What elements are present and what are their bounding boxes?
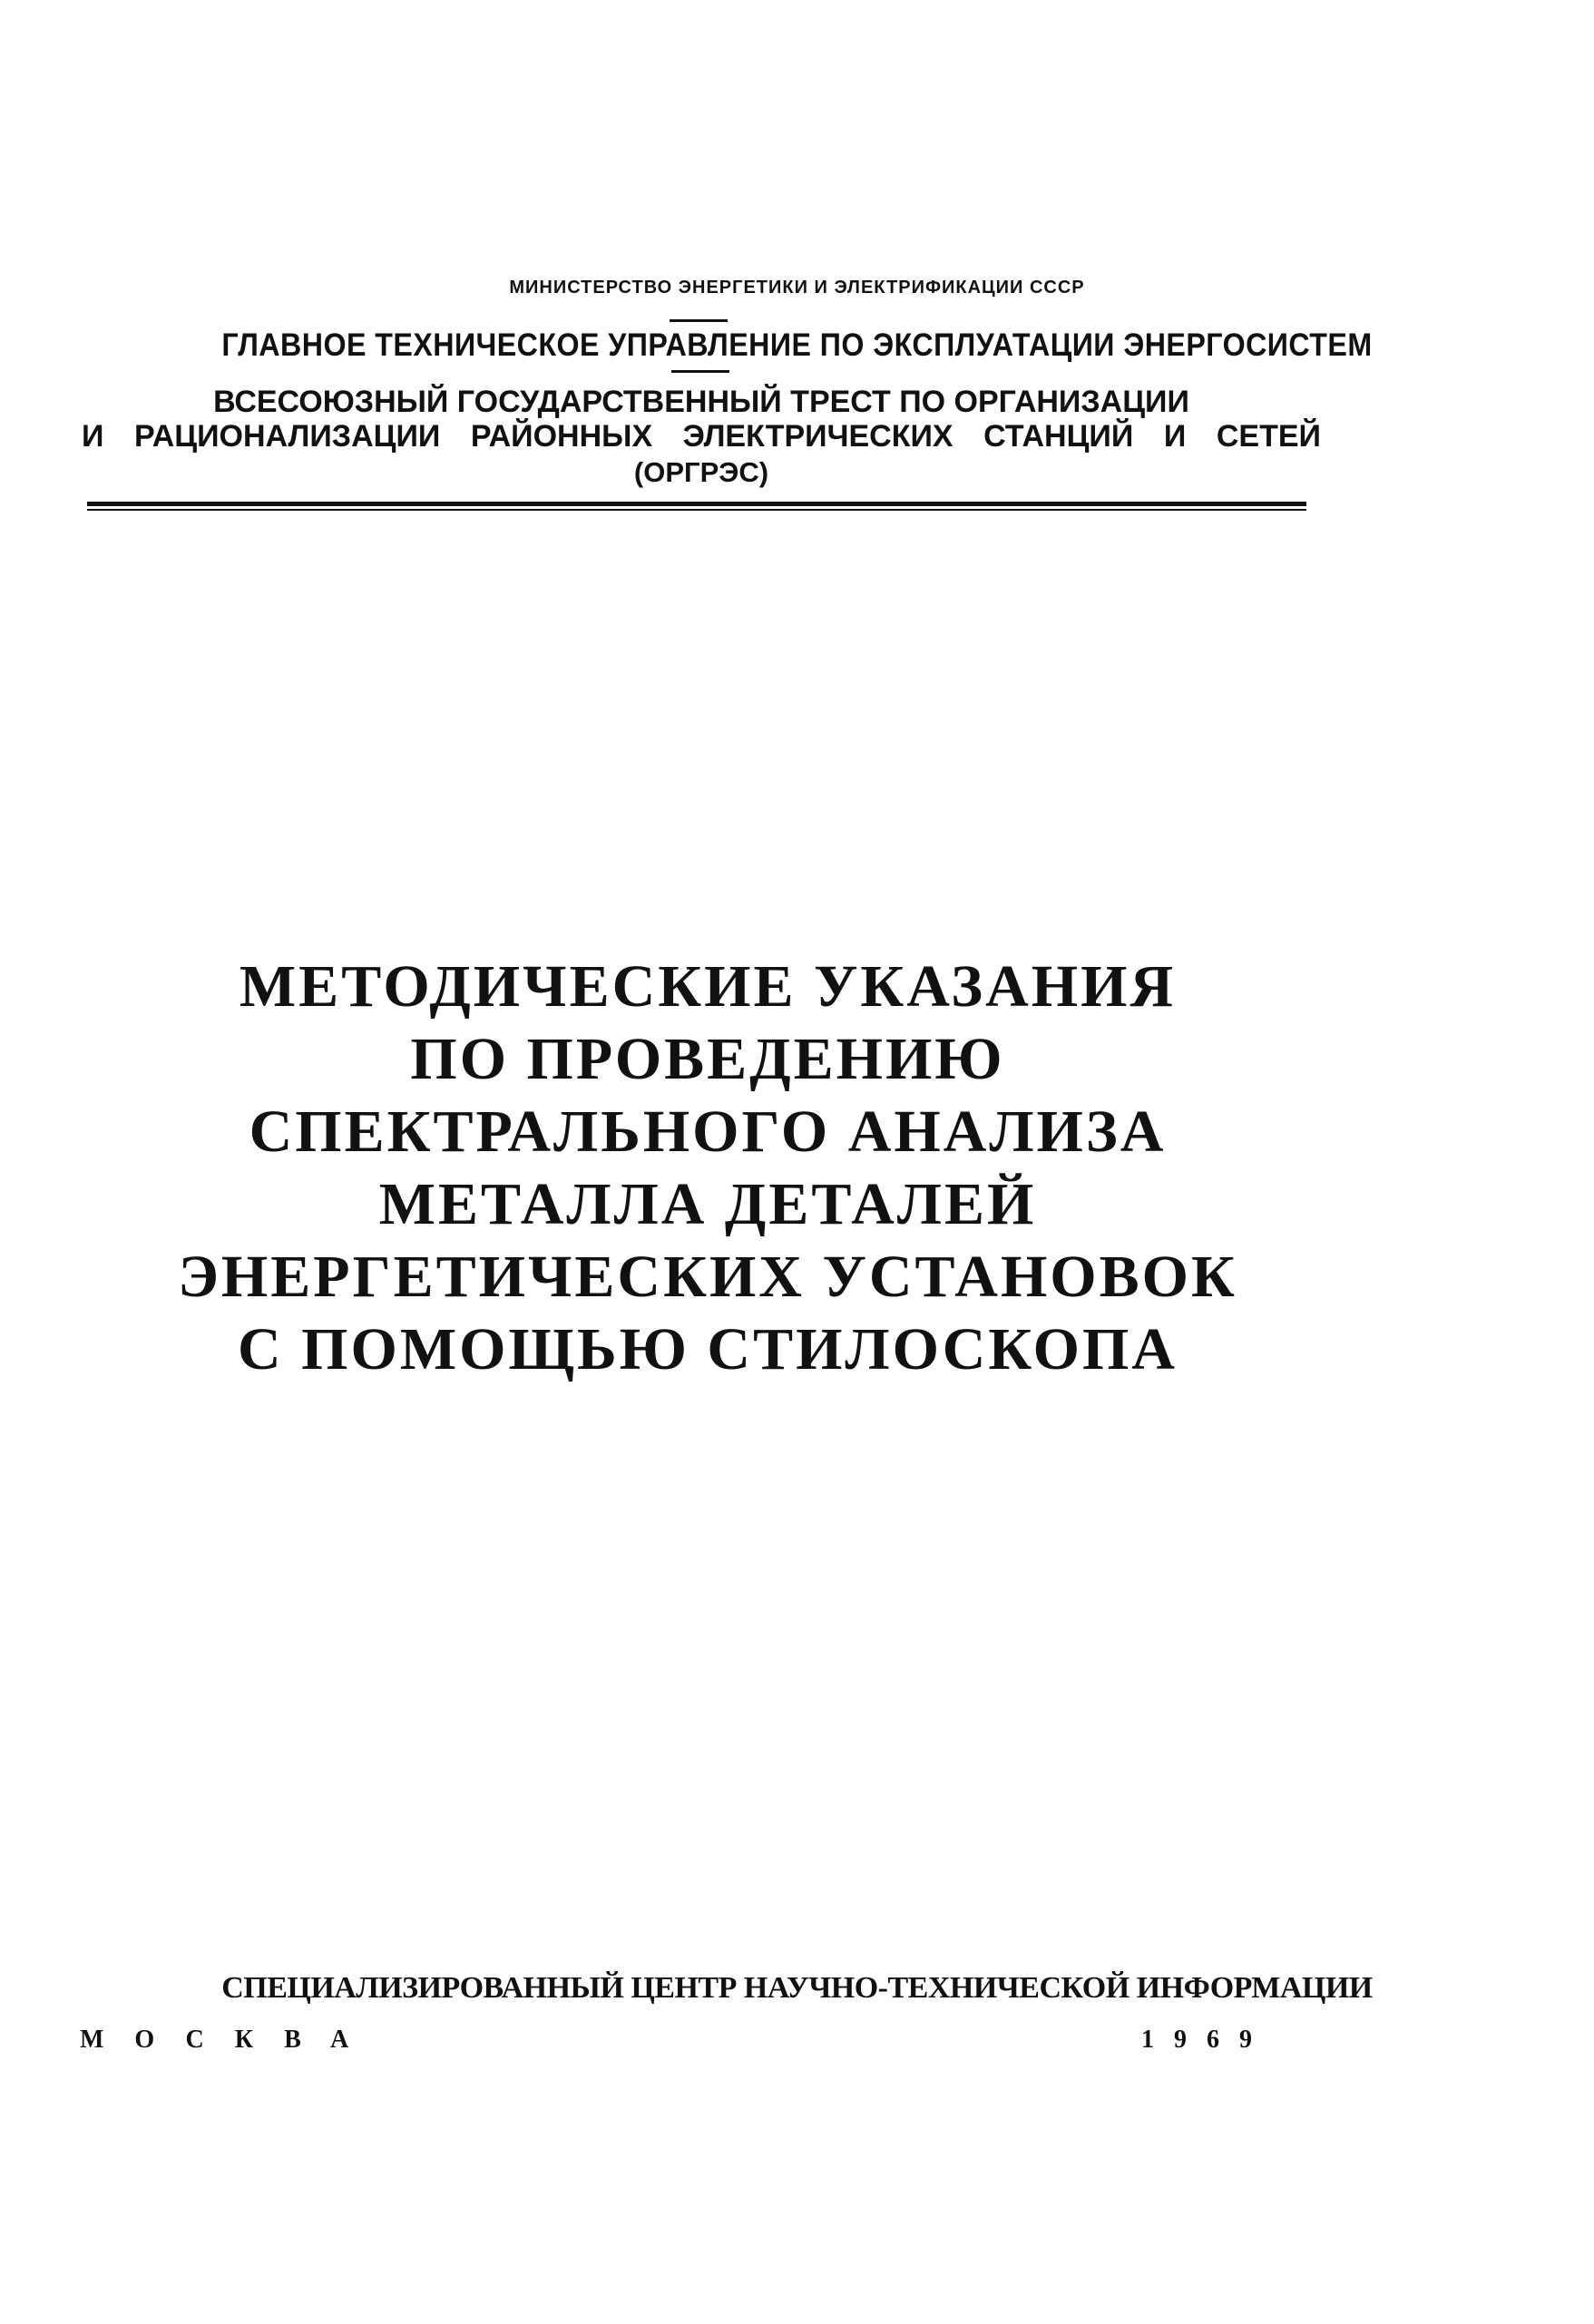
title-line: С ПОМОЩЬЮ СТИЛОСКОПА: [238, 1316, 1178, 1382]
trust-abbreviation: (ОРГРЭС): [633, 456, 769, 488]
publication-year: 1969: [1141, 2026, 1272, 2054]
short-divider-top: [670, 319, 728, 322]
header-rule-thick: [87, 502, 1306, 506]
publication-city: МОСКВА: [80, 2026, 380, 2054]
document-title: [163, 951, 1252, 1386]
title-line: МЕТОДИЧЕСКИЕ УКАЗАНИЯ: [239, 953, 1177, 1020]
trust-name-line-1: ВСЕСОЮЗНЫЙ ГОСУДАРСТВЕННЫЙ ТРЕСТ ПО ОРГАНИЗАЦИИ: [213, 385, 1189, 419]
directorate-name: ГЛАВНОЕ ТЕХНИЧЕСКОЕ УПРАВЛЕНИЕ ПО ЭКСПЛУАТАЦИИ ЭНЕРГОСИСТЕМ: [221, 327, 1373, 363]
ministry-name: МИНИСТЕРСТВО ЭНЕРГЕТИКИ И ЭЛЕКТРИФИКАЦИИ СССР: [509, 278, 1085, 298]
title-line: МЕТАЛЛА ДЕТАЛЕЙ: [378, 1171, 1037, 1237]
publisher-name: СПЕЦИАЛИЗИРОВАННЫЙ ЦЕНТР НАУЧНО-ТЕХНИЧЕСКОЙ ИНФОРМАЦИИ: [221, 1971, 1373, 2005]
title-line: ПО ПРОВЕДЕНИЮ: [410, 1026, 1005, 1092]
title-line: СПЕКТРАЛЬНОГО АНАЛИЗА: [249, 1099, 1167, 1165]
short-divider-bottom: [671, 370, 729, 373]
header-rule-thin: [87, 509, 1306, 511]
trust-name-line-2: И РАЦИОНАЛИЗАЦИИ РАЙОННЫХ ЭЛЕКТРИЧЕСКИХ СТАНЦИЙ И СЕТЕЙ: [82, 419, 1321, 454]
trust-name: [82, 385, 1321, 490]
title-line: ЭНЕРГЕТИЧЕСКИХ УСТАНОВОК: [178, 1244, 1237, 1310]
